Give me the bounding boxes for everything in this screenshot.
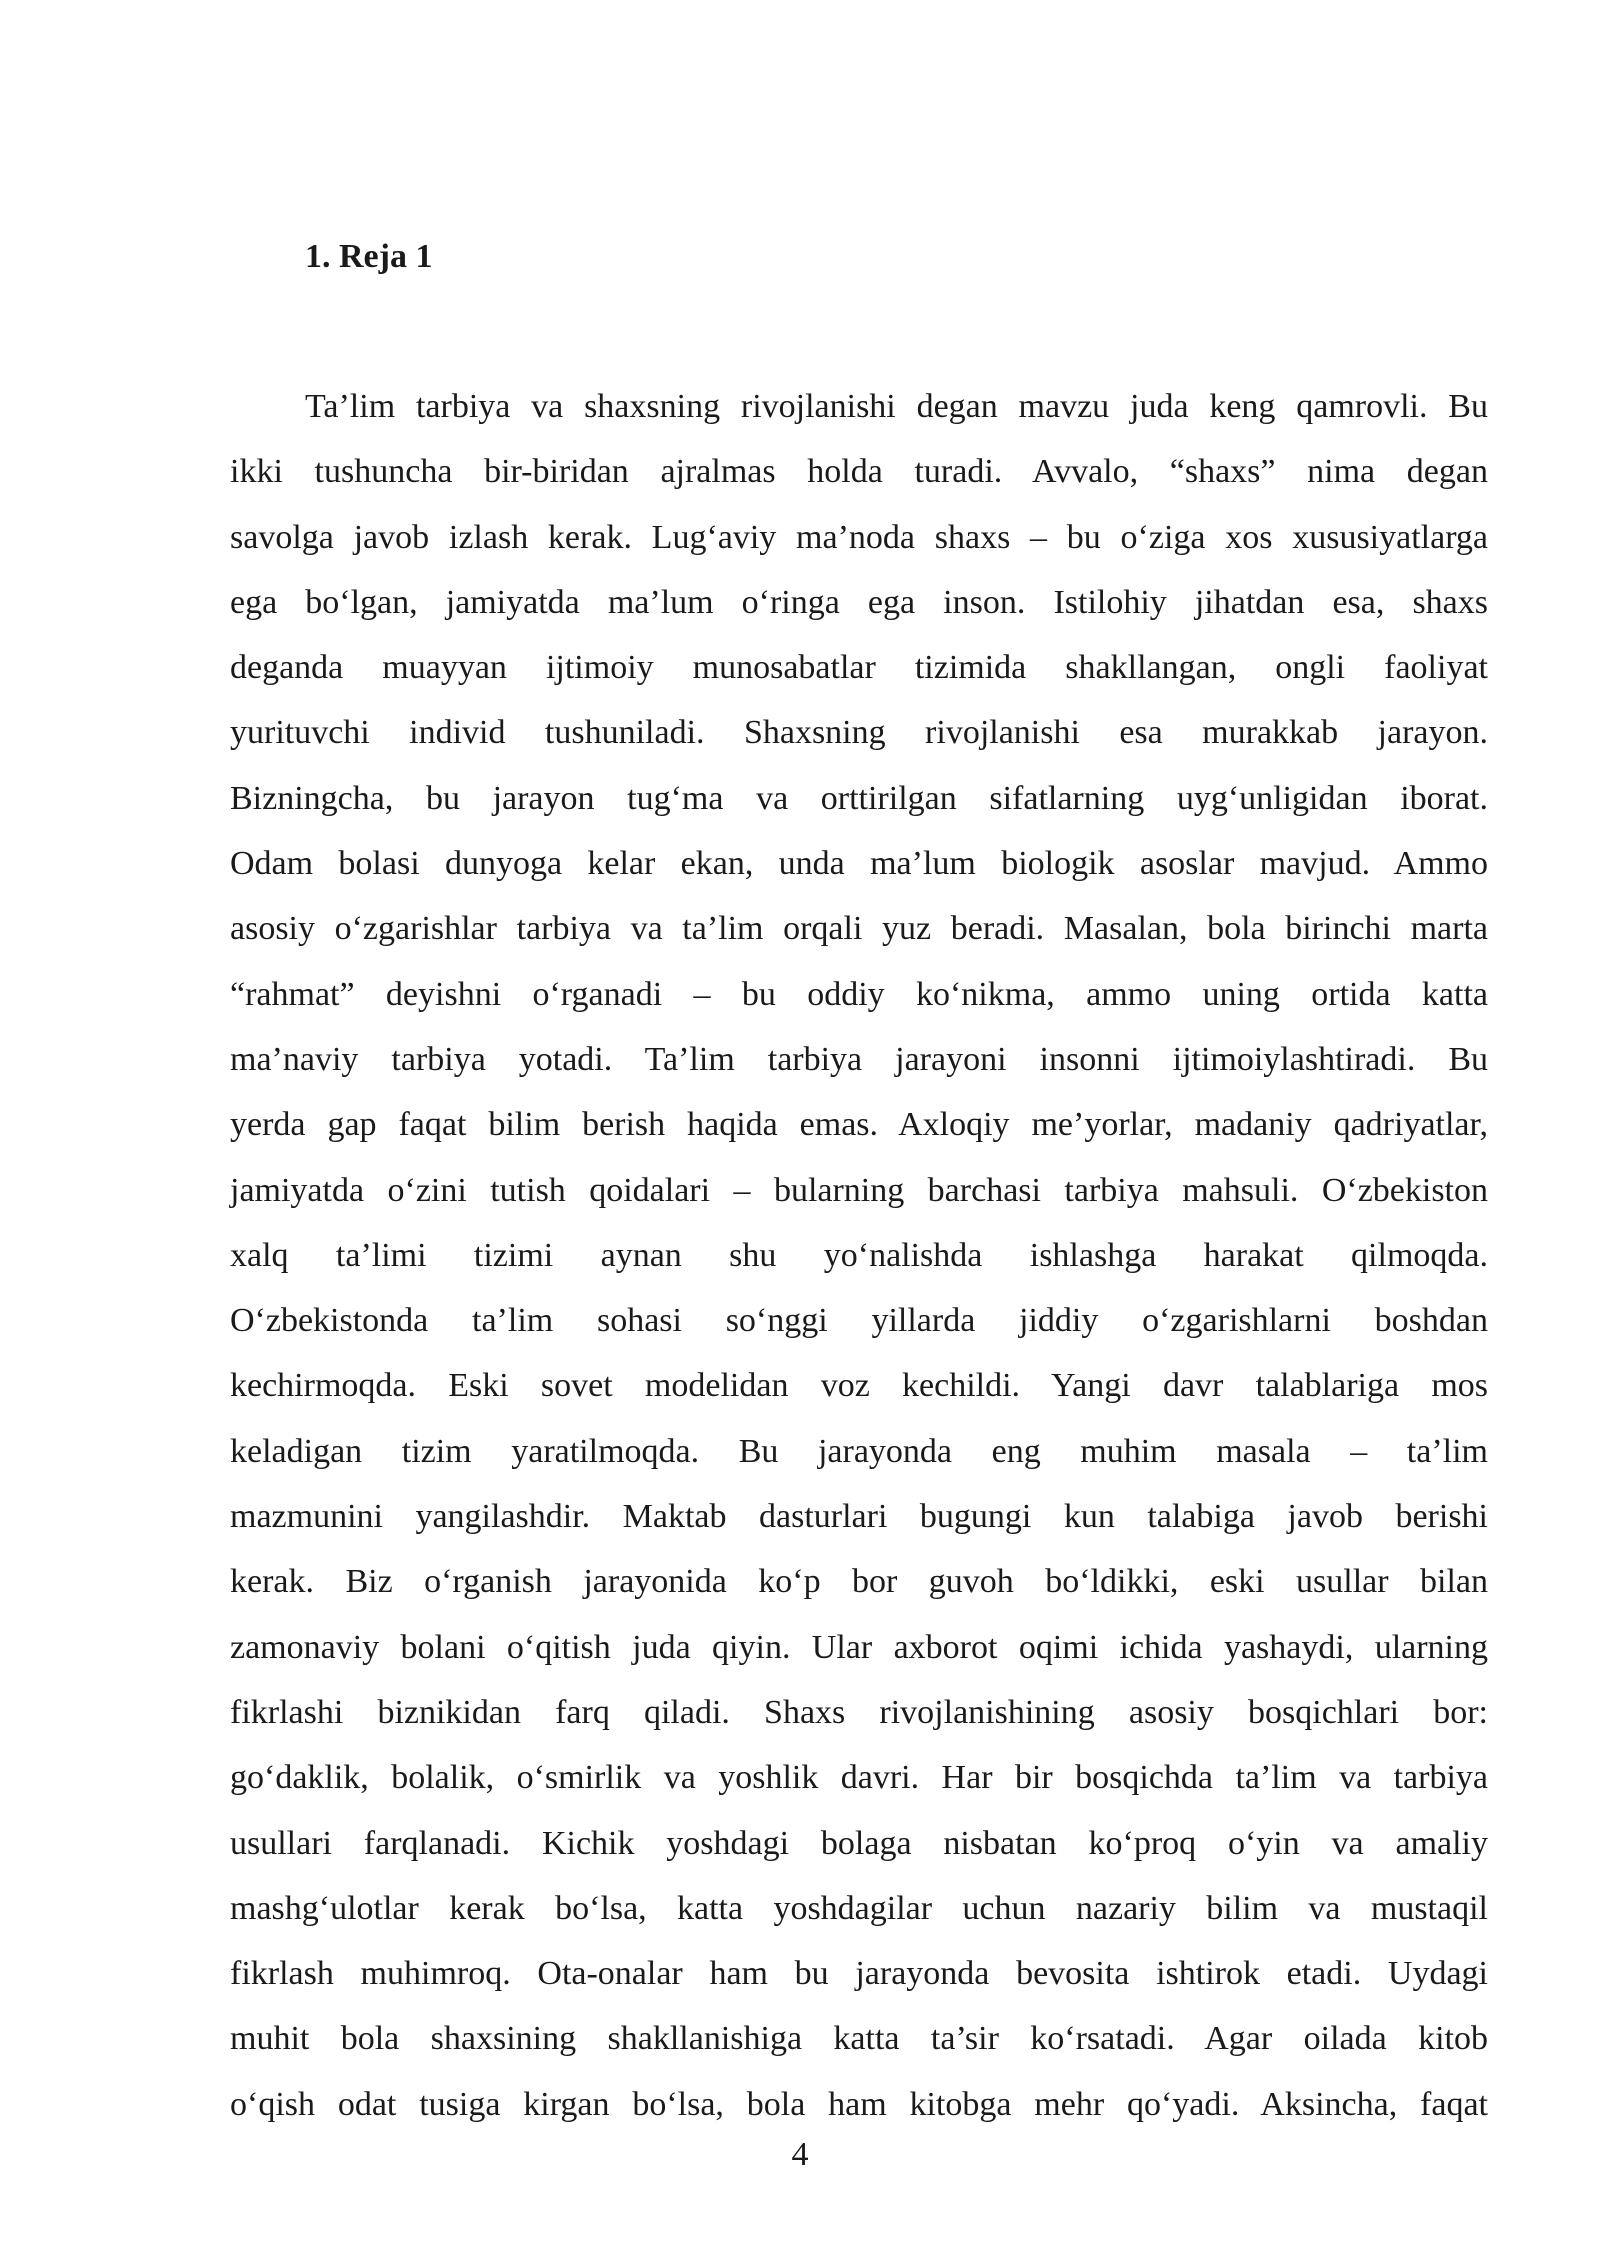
paragraph-line: mazmunini yangilashdir. Maktab dasturlari bugungi kun talabiga javob berishi (230, 1498, 1488, 1536)
paragraph-line: asosiy o‘zgarishlar tarbiya va ta’lim orqali yuz beradi. Masalan, bola birinchi marta (230, 910, 1488, 948)
paragraph-line: fikrlash muhimroq. Ota-onalar ham bu jarayonda bevosita ishtirok etadi. Uydagi (230, 1955, 1488, 1993)
paragraph-line: yerda gap faqat bilim berish haqida emas. Axloqiy me’yorlar, madaniy qadriyatlar, (230, 1106, 1488, 1144)
paragraph-line: fikrlashi biznikidan farq qiladi. Shaxs rivojlanishining asosiy bosqichlari bor: (230, 1693, 1488, 1731)
paragraph-line: go‘daklik, bolalik, o‘smirlik va yoshlik davri. Har bir bosqichda ta’lim va tarbiya (230, 1759, 1488, 1797)
paragraph-line: mashg‘ulotlar kerak bo‘lsa, katta yoshdagilar uchun nazariy bilim va mustaqil (230, 1889, 1488, 1927)
paragraph-line: savolga javob izlash kerak. Lug‘aviy ma’noda shaxs – bu o‘ziga xos xususiyatlarga (230, 518, 1488, 556)
section-heading: 1. Reja 1 (305, 238, 433, 275)
paragraph-line: o‘qish odat tusiga kirgan bo‘lsa, bola ham kitobga mehr qo‘yadi. Aksincha, faqat (230, 2085, 1488, 2123)
paragraph-line: Odam bolasi dunyoga kelar ekan, unda ma’lum biologik asoslar mavjud. Ammo (230, 845, 1488, 883)
body-paragraph (230, 374, 1488, 2137)
paragraph-line: ega bo‘lgan, jamiyatda ma’lum o‘ringa ega inson. Istilohiy jihatdan esa, shaxs (230, 583, 1488, 621)
paragraph-line: Bizningcha, bu jarayon tug‘ma va orttirilgan sifatlarning uyg‘unligidan iborat. (230, 779, 1488, 817)
paragraph-line: ikki tushuncha bir-biridan ajralmas holda turadi. Avvalo, “shaxs” nima degan (230, 453, 1488, 491)
paragraph-line: keladigan tizim yaratilmoqda. Bu jarayonda eng muhim masala – ta’lim (230, 1432, 1488, 1470)
paragraph-line: ma’naviy tarbiya yotadi. Ta’lim tarbiya jarayoni insonni ijtimoiylashtiradi. Bu (230, 1040, 1488, 1078)
paragraph-line: kechirmoqda. Eski sovet modelidan voz kechildi. Yangi davr talablariga mos (230, 1367, 1488, 1405)
paragraph-line: kerak. Biz o‘rganish jarayonida ko‘p bor guvoh bo‘ldikki, eski usullar bilan (230, 1563, 1488, 1601)
paragraph-line: yurituvchi individ tushuniladi. Shaxsning rivojlanishi esa murakkab jarayon. (230, 714, 1488, 752)
paragraph-line: usullari farqlanadi. Kichik yoshdagi bolaga nisbatan ko‘proq o‘yin va amaliy (230, 1824, 1488, 1862)
paragraph-line: xalq ta’limi tizimi aynan shu yo‘nalishda ishlashga harakat qilmoqda. (230, 1236, 1488, 1274)
paragraph-line: “rahmat” deyishni o‘rganadi – bu oddiy ko‘nikma, ammo uning ortida katta (230, 975, 1488, 1013)
paragraph-line: zamonaviy bolani o‘qitish juda qiyin. Ular axborot oqimi ichida yashaydi, ularning (230, 1628, 1488, 1666)
paragraph-line: Ta’lim tarbiya va shaxsning rivojlanishi degan mavzu juda keng qamrovli. Bu (305, 388, 1488, 425)
paragraph-line: muhit bola shaxsining shakllanishiga katta ta’sir ko‘rsatadi. Agar oilada kitob (230, 2020, 1488, 2058)
paragraph-line: O‘zbekistonda ta’lim sohasi so‘nggi yillarda jiddiy o‘zgarishlarni boshdan (230, 1302, 1488, 1340)
page-number: 4 (791, 2136, 809, 2173)
paragraph-line: deganda muayyan ijtimoiy munosabatlar tizimida shakllangan, ongli faoliyat (230, 649, 1488, 687)
paragraph-line: jamiyatda o‘zini tutish qoidalari – bularning barchasi tarbiya mahsuli. O‘zbekiston (230, 1171, 1488, 1209)
